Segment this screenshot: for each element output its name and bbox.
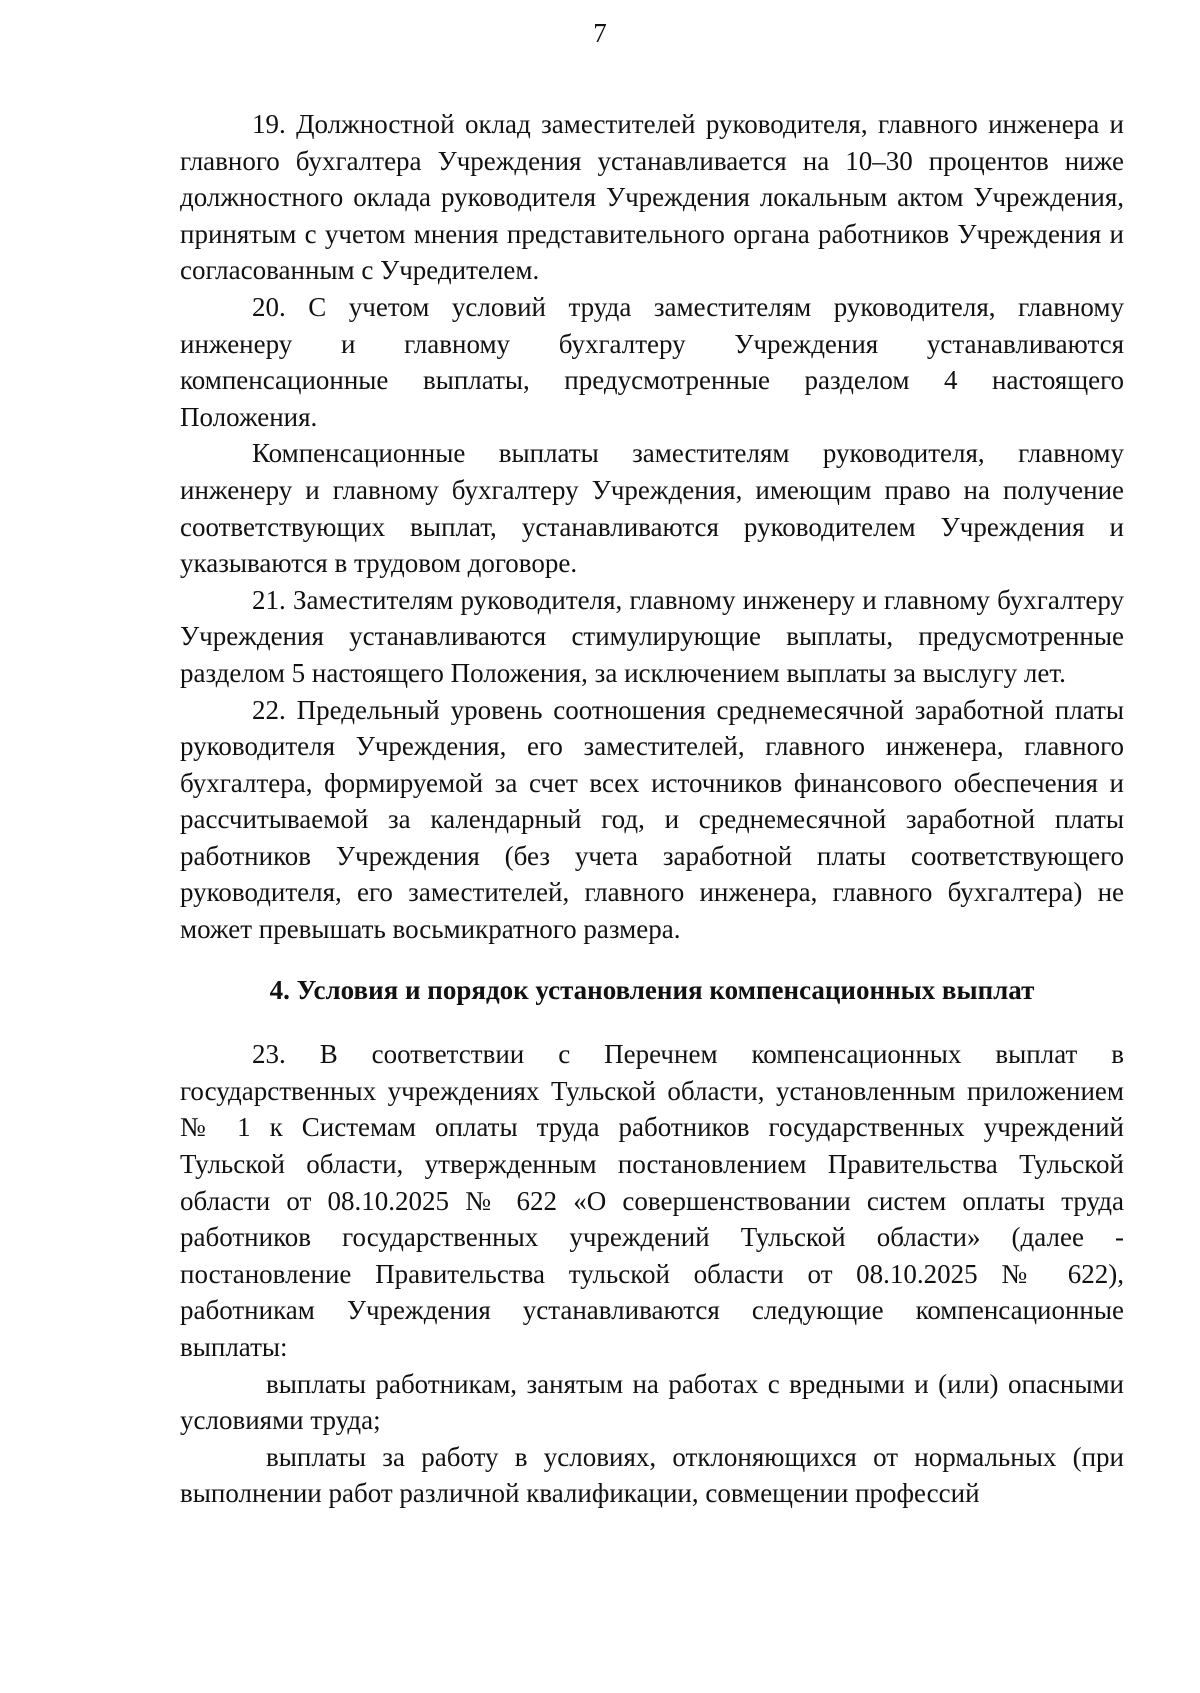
paragraph-23: 23. В соответствии с Перечнем компенсационных выплат в государственных учреждениях Тульской области, установленным приложением № 1 к Системам оплаты труда работников государственных учреждений Тульской области, утвержденным постановлением Правительства Тульской области от 08.10.2025 № 622 «О совершенствовании систем оплаты труда работников государственных учреждений Тульской области» (далее - постановление Правительства тульской области от 08.10.2025 № 622), работникам Учреждения устанавливаются следующие компенсационные выплаты: bbox=[180, 1039, 1124, 1362]
page-number: 7 bbox=[593, 18, 607, 48]
paragraph-20: 20. С учетом условий труда заместителям руководителя, главному инженеру и главному бухгалтеру Учреждения устанавливаются компенсационные выплаты, предусмотренные разделом 4 настоящего Положения. bbox=[180, 291, 1124, 432]
document-body bbox=[180, 106, 1124, 1512]
paragraph-21: 21. Заместителям руководителя, главному инженеру и главному бухгалтеру Учреждения устанавливаются стимулирующие выплаты, предусмотренные разделом 5 настоящего Положения, за исключением выплаты за выслугу лет. bbox=[180, 584, 1124, 688]
list-item: выплаты за работу в условиях, отклоняющихся от нормальных (при выполнении работ различной квалификации, совмещении профессий bbox=[180, 1441, 1124, 1509]
list-item: выплаты работникам, занятым на работах с вредными и (или) опасными условиями труда; bbox=[180, 1368, 1124, 1436]
paragraph-19: 19. Должностной оклад заместителей руководителя, главного инженера и главного бухгалтера Учреждения устанавливается на 10–30 процентов ниже должностного оклада руководителя Учреждения локальным актом Учреждения, принятым с учетом мнения представительного органа работников Учреждения и согласованным с Учредителем. bbox=[180, 109, 1124, 286]
paragraph-20-continued: Компенсационные выплаты заместителям руководителя, главному инженеру и главному бухгалтеру Учреждения, имеющим право на получение соответствующих выплат, устанавливаются руководителем Учреждения и указываются в трудовом договоре. bbox=[180, 438, 1124, 579]
paragraph-22: 22. Предельный уровень соотношения среднемесячной заработной платы руководителя Учреждения, его заместителей, главного инженера, главного бухгалтера, формируемой за счет всех источников финансового обеспечения и рассчитываемой за календарный год, и среднемесячной заработной платы работников Учреждения (без учета заработной платы соответствующего руководителя, его заместителей, главного инженера, главного бухгалтера) не может превышать восьмикратного размера. bbox=[180, 694, 1124, 945]
section-heading: 4. Условия и порядок установления компенсационных выплат bbox=[269, 974, 1035, 1005]
